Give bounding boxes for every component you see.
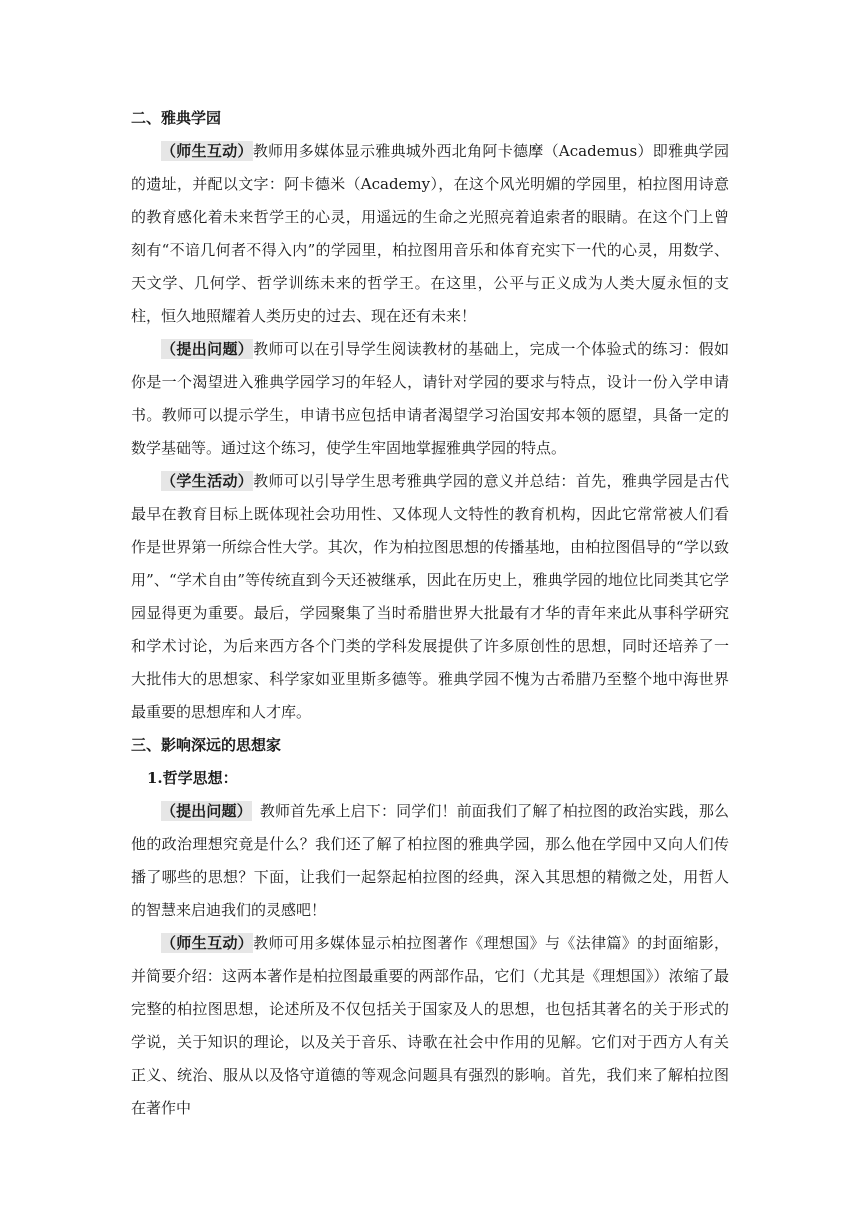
subsection-heading-philosophy: 1.哲学思想： xyxy=(147,769,238,787)
paragraph-student-activity xyxy=(131,465,729,729)
paragraph-raise-question xyxy=(131,333,729,465)
activity-tag: （学生活动） xyxy=(161,472,254,490)
paragraph-text: 教师首先承上启下：同学们！前面我们了解了柏拉图的政治实践，那么他的政治理想究竟是什么？我们还了解了柏拉图的雅典学园，那么他在学园中又向人们传播了哪些的思想？下面，让我们一起祭起柏拉图的经典，深入其思想的精微之处，用哲人的智慧来启迪我们的灵感吧！ xyxy=(131,802,729,919)
activity-tag: （师生互动） xyxy=(161,142,253,160)
activity-tag: （提出问题） xyxy=(161,340,254,358)
document-body xyxy=(131,102,729,1125)
paragraph-text: 教师用多媒体显示雅典城外西北角阿卡德摩（Academus）即雅典学园的遗址，并配以文字：阿卡德米（Academy），在这个风光明媚的学园里，柏拉图用诗意的教育感化着未来哲学王的心灵，用遥远的生命之光照亮着追索者的眼睛。在这个门上曾刻有“不谙几何者不得入内”的学园里，柏拉图用音乐和体育充实下一代的心灵，用数学、天文学、几何学、哲学训练未来的哲学王。在这里，公平与正义成为人类大厦永恒的支柱，恒久地照耀着人类历史的过去、现在还有未来！ xyxy=(131,142,729,325)
activity-tag: （师生互动） xyxy=(161,934,254,952)
paragraph-raise-question-2 xyxy=(131,795,729,927)
activity-tag: （提出问题） xyxy=(161,802,252,820)
paragraph-text: 教师可用多媒体显示柏拉图著作《理想国》与《法律篇》的封面缩影，并简要介绍：这两本著作是柏拉图最重要的两部作品，它们（尤其是《理想国》）浓缩了最完整的柏拉图思想，论述所及不仅包括关于国家及人的思想，也包括其著名的关于形式的学说，关于知识的理论，以及关于音乐、诗歌在社会中作用的见解。它们对于西方人有关正义、统治、服从以及恪守道德的等观念问题具有强烈的影响。首先，我们来了解柏拉图在著作中 xyxy=(131,934,729,1117)
paragraph-teacher-student-interaction xyxy=(131,135,729,333)
paragraph-teacher-student-interaction-2 xyxy=(131,927,729,1125)
section-heading-academy: 二、雅典学园 xyxy=(131,109,222,127)
paragraph-text: 教师可以在引导学生阅读教材的基础上，完成一个体验式的练习：假如你是一个渴望进入雅典学园学习的年轻人，请针对学园的要求与特点，设计一份入学申请书。教师可以提示学生，申请书应包括申请者渴望学习治国安邦本领的愿望，具备一定的数学基础等。通过这个练习，使学生牢固地掌握雅典学园的特点。 xyxy=(131,340,729,457)
paragraph-text: 教师可以引导学生思考雅典学园的意义并总结：首先，雅典学园是古代最早在教育目标上既体现社会功用性、又体现人文特性的教育机构，因此它常常被人们看作是世界第一所综合性大学。其次，作为柏拉图思想的传播基地，由柏拉图倡导的“学以致用”、“学术自由”等传统直到今天还被继承，因此在历史上，雅典学园的地位比同类其它学园显得更为重要。最后，学园聚集了当时希腊世界大批最有才华的青年来此从事科学研究和学术讨论，为后来西方各个门类的学科发展提供了许多原创性的思想，同时还培养了一大批伟大的思想家、科学家如亚里斯多德等。雅典学园不愧为古希腊乃至整个地中海世界最重要的思想库和人才库。 xyxy=(131,472,729,721)
section-heading-thinker: 三、影响深远的思想家 xyxy=(131,736,282,754)
